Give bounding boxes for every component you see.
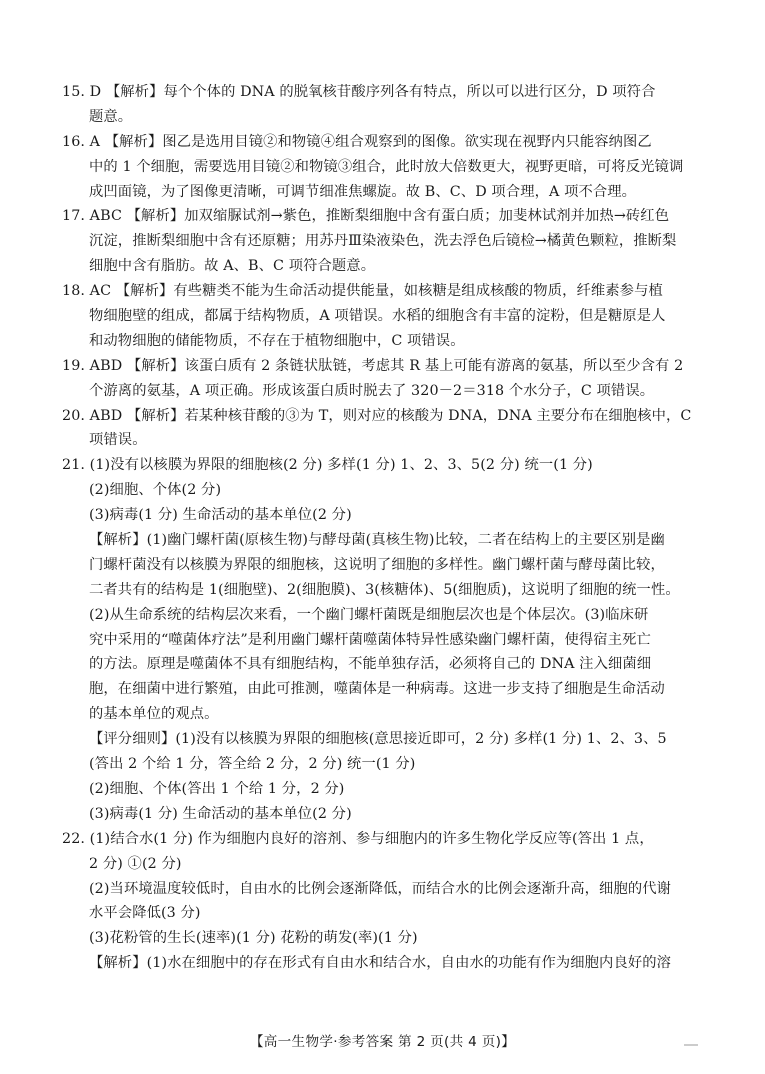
text-line: 20. ABD 【解析】若某种核苷酸的③为 T，则对应的核酸为 DNA，DNA 主要分布在细胞核中，C bbox=[62, 407, 692, 424]
text-line: 门螺杆菌没有以核膜为界限的细胞核，这说明了细胞的多样性。幽门螺杆菌与酵母菌比较， bbox=[89, 556, 665, 573]
text-line: 【评分细则】(1)没有以核膜为界限的细胞核(意思接近即可，2 分) 多样(1 分) 1、2、3、5 bbox=[89, 731, 667, 748]
text-line: 21. (1)没有以核膜为界限的细胞核(2 分) 多样(1 分) 1、2、3、5(2 分) 统一(1 分) bbox=[62, 457, 593, 474]
text-line: (2)从生命系统的结构层次来看，一个幽门螺杆菌既是细胞层次也是个体层次。(3)临床研 bbox=[89, 606, 649, 623]
text-line: 【解析】(1)水在细胞中的存在形式有自由水和结合水，自由水的功能有作为细胞内良好的溶 bbox=[89, 955, 672, 972]
text-line: 个游离的氨基，A 项正确。形成该蛋白质时脱去了 320－2＝318 个水分子，C 项错误。 bbox=[89, 382, 655, 399]
page-footer: 【高一生物学·参考答案 第 2 页(共 4 页)】 bbox=[249, 1034, 516, 1050]
text-line: 细胞中含有脂肪。故 A、B、C 项符合题意。 bbox=[89, 258, 376, 275]
text-line: 的基本单位的观点。 bbox=[89, 706, 219, 723]
text-line: 究中采用的“噬菌体疗法”是利用幽门螺杆菌噬菌体特异性感染幽门螺杆菌，使得宿主死亡 bbox=[89, 631, 651, 648]
text-line: 【解析】(1)幽门螺杆菌(原核生物)与酵母菌(真核生物)比较，二者在结构上的主要区别是幽 bbox=[89, 532, 665, 549]
text-line: (2)当环境温度较低时，自由水的比例会逐渐降低，而结合水的比例会逐渐升高，细胞的代谢 bbox=[89, 880, 672, 897]
text-line: 22. (1)结合水(1 分) 作为细胞内良好的溶剂、参与细胞内的许多生物化学反应等(答出 1 点， bbox=[62, 830, 654, 847]
text-line: 15. D 【解析】每个个体的 DNA 的脱氧核苷酸序列各有特点，所以可以进行区分，D 项符合 bbox=[62, 84, 656, 100]
text-line: (3)花粉管的生长(速率)(1 分) 花粉的萌发(率)(1 分) bbox=[89, 930, 418, 947]
text-line: 19. ABD 【解析】该蛋白质有 2 条链状肽链，考虑其 R 基上可能有游离的氨基，所以至少含有 2 bbox=[62, 357, 684, 374]
text-line: 18. AC 【解析】有些糖类不能为生命活动提供能量，如核糖是组成核酸的物质，纤维素参与植 bbox=[62, 283, 663, 300]
text-line: 2 分) ①(2 分) bbox=[89, 855, 182, 872]
text-line: (3)病毒(1 分) 生命活动的基本单位(2 分) bbox=[89, 507, 352, 524]
scan-speck bbox=[684, 1044, 698, 1046]
text-line: 16. A 【解析】图乙是选用目镜②和物镜④组合观察到的图像。欲实现在视野内只能容纳图乙 bbox=[62, 133, 652, 150]
text-line: (2)细胞、个体(答出 1 个给 1 分，2 分) bbox=[89, 780, 345, 797]
text-line: 成凹面镜，为了图像更清晰，可调节细准焦螺旋。故 B、C、D 项合理，A 项不合理。 bbox=[89, 183, 637, 200]
text-line: 胞，在细菌中进行繁殖，由此可推测，噬菌体是一种病毒。这进一步支持了细胞是生命活动 bbox=[89, 681, 665, 698]
text-line: 17. ABC 【解析】加双缩脲试剂→紫色，推断梨细胞中含有蛋白质；加斐林试剂并加热→砖红色 bbox=[62, 208, 670, 225]
text-line: 沉淀，推断梨细胞中含有还原糖；用苏丹Ⅲ染液染色，洗去浮色后镜检→橘黄色颗粒，推断梨 bbox=[89, 233, 677, 250]
text-line: 的方法。原理是噬菌体不具有细胞结构，不能单独存活，必须将自己的 DNA 注入细菌细 bbox=[89, 656, 652, 673]
text-line: 中的 1 个细胞，需要选用目镜②和物镜③组合，此时放大倍数更大，视野更暗，可将反光镜调 bbox=[89, 158, 684, 175]
text-line: 项错误。 bbox=[89, 432, 147, 449]
text-line: (3)病毒(1 分) 生命活动的基本单位(2 分) bbox=[89, 805, 352, 822]
text-line: 和动物细胞的储能物质，不存在于植物细胞中，C 项错误。 bbox=[89, 332, 465, 349]
answer-text-body bbox=[62, 80, 702, 976]
text-line: (2)细胞、个体(2 分) bbox=[89, 482, 222, 499]
text-line: 物细胞壁的组成，都属于结构物质，A 项错误。水稻的细胞含有丰富的淀粉，但是糖原是人 bbox=[89, 308, 666, 325]
text-line: 题意。 bbox=[89, 108, 133, 125]
text-line: 水平会降低(3 分) bbox=[89, 905, 201, 922]
text-line: (答出 2 个给 1 分，答全给 2 分，2 分) 统一(1 分) bbox=[89, 756, 416, 773]
text-line: 二者共有的结构是 1(细胞壁)、2(细胞膜)、3(核糖体)、5(细胞质)，这说明了细胞的统一性。 bbox=[89, 581, 680, 598]
